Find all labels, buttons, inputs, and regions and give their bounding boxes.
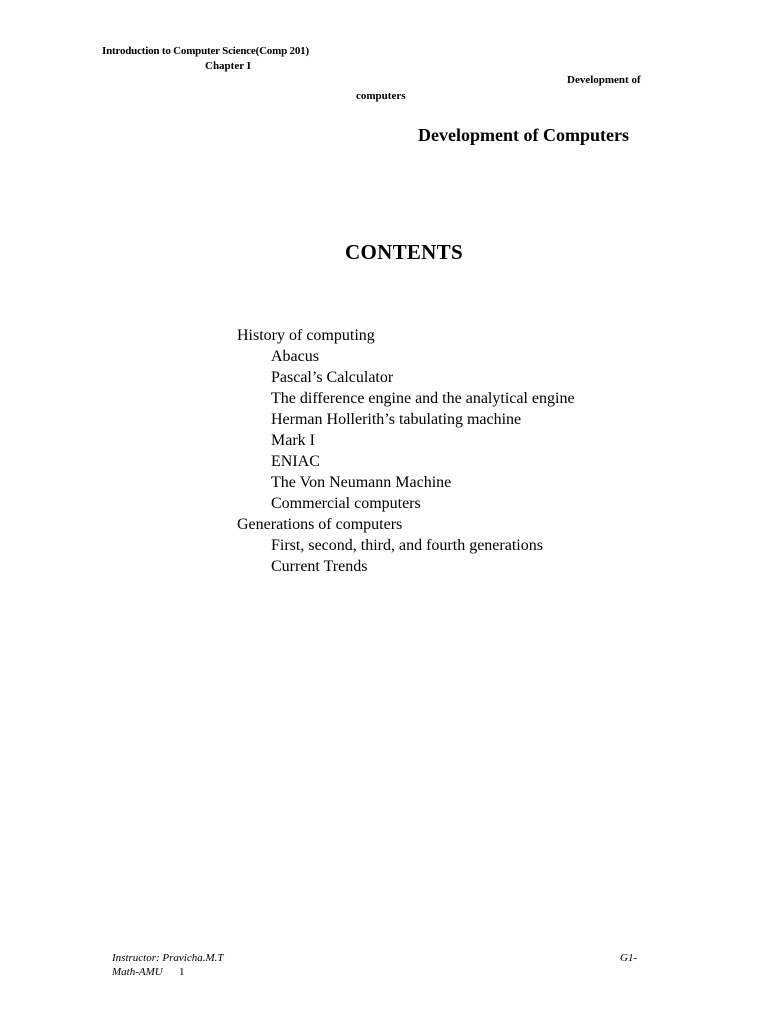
toc-item-eniac: ENIAC (271, 453, 320, 470)
footer-code: G1- (620, 952, 638, 964)
toc-item-mark-i: Mark I (271, 432, 315, 449)
toc-item-history-of-computing: History of computing (237, 327, 375, 344)
header-chapter: Chapter I (205, 60, 251, 72)
header-course-title: Introduction to Computer Science(Comp 201) (102, 45, 309, 57)
contents-heading: CONTENTS (345, 240, 463, 264)
toc-item-abacus: Abacus (271, 348, 319, 365)
footer-page-number: 1 (179, 966, 185, 978)
toc-item-commercial-computers: Commercial computers (271, 495, 421, 512)
toc-item-difference-engine: The difference engine and the analytical engine (271, 390, 575, 407)
document-title: Development of Computers (418, 125, 629, 145)
toc-item-pascals-calculator: Pascal’s Calculator (271, 369, 394, 386)
footer-instructor: Instructor: Pravicha.M.T (112, 952, 224, 964)
header-topic-part2: computers (356, 90, 406, 102)
toc-item-generations-of-computers: Generations of computers (237, 516, 403, 533)
toc-item-hollerith-tabulating-machine: Herman Hollerith’s tabulating machine (271, 411, 522, 428)
footer-department: Math-AMU (112, 966, 163, 978)
toc-item-current-trends: Current Trends (271, 558, 368, 575)
table-of-contents (237, 325, 575, 577)
toc-item-von-neumann-machine: The Von Neumann Machine (271, 474, 452, 491)
header-topic-part1: Development of (567, 74, 641, 86)
toc-item-first-to-fourth-generations: First, second, third, and fourth generations (271, 537, 543, 554)
